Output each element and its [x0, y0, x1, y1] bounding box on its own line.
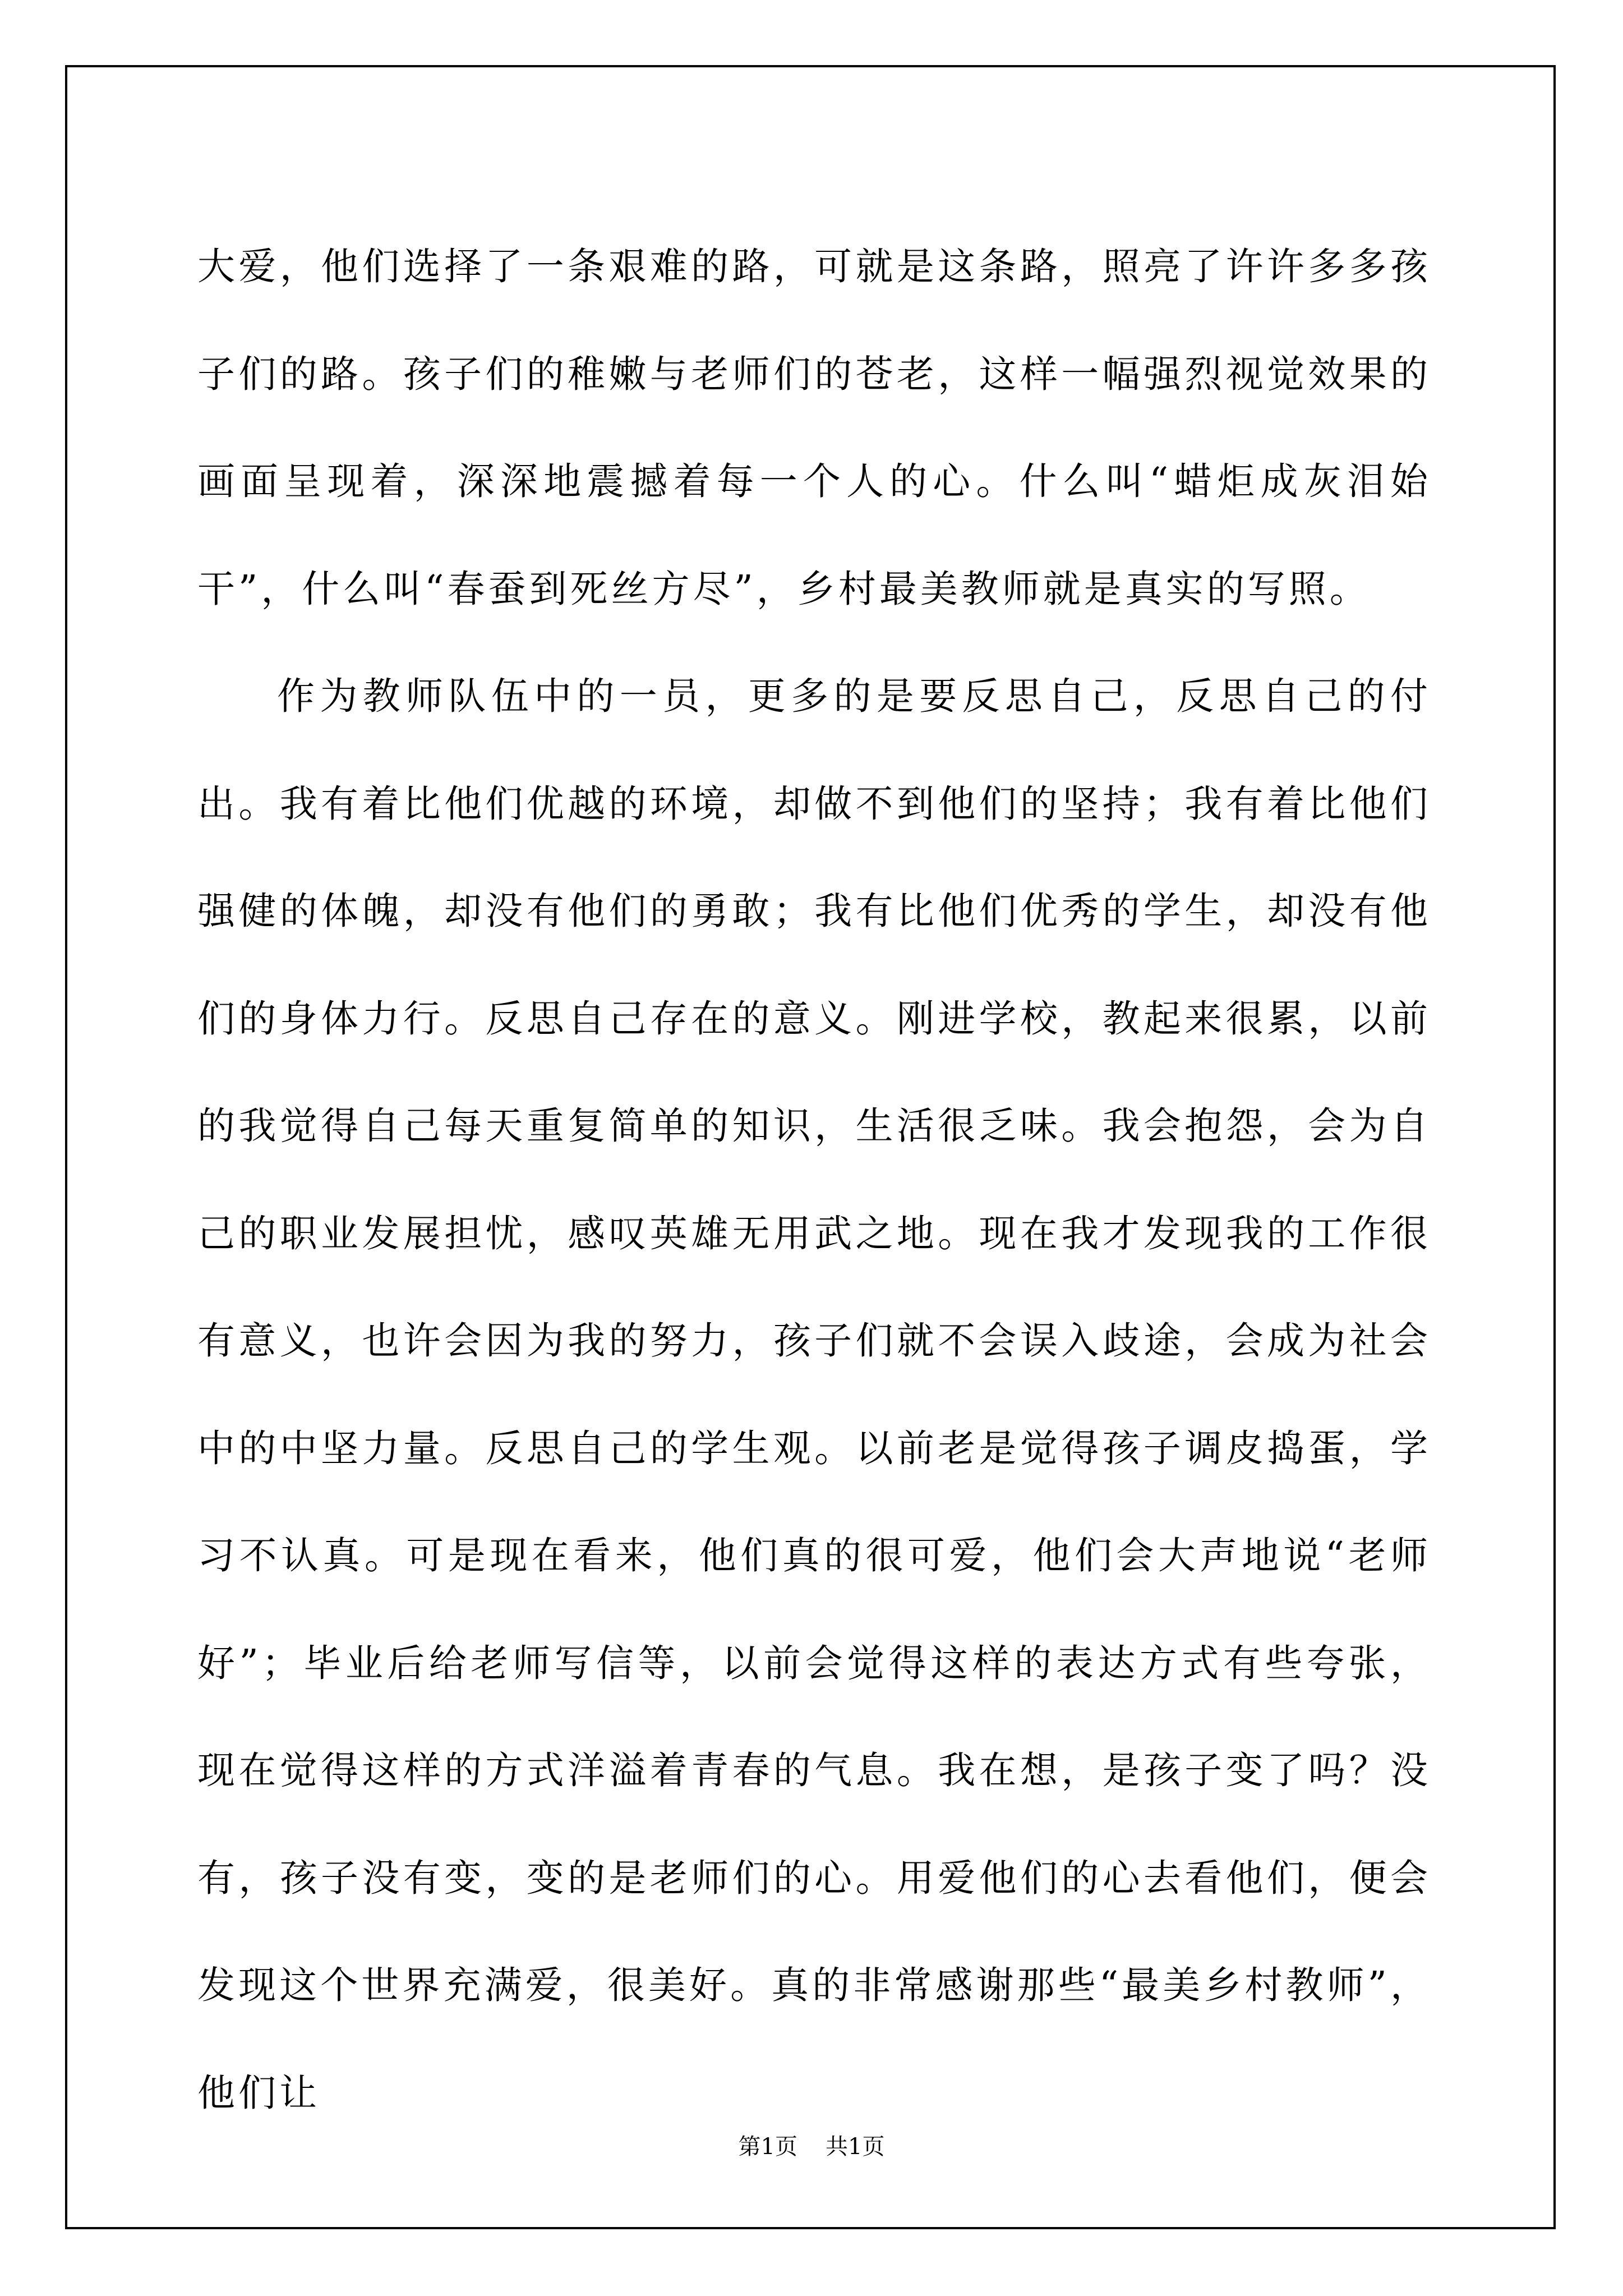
- page-total: 共1页: [826, 2134, 885, 2160]
- paragraph: 作为教师队伍中的一员，更多的是要反思自己，反思自己的付出。我有着比他们优越的环境，却做不到他们的坚持；我有着比他们强健的体魄，却没有他们的勇敢；我有比他们优秀的学生，却没有他们的身体力行。反思自己存在的意义。刚进学校，教起来很累，以前的我觉得自己每天重复简单的知识，生活很乏味。我会抱怨，会为自己的职业发展担忧，感叹英雄无用武之地。现在我才发现我的工作很有意义，也许会因为我的努力，孩子们就不会误入歧途，会成为社会中的中坚力量。反思自己的学生观。以前老是觉得孩子调皮捣蛋，学习不认真。可是现在看来，他们真的很可爱，他们会大声地说“老师好”；毕业后给老师写信等，以前会觉得这样的表达方式有些夸张，现在觉得这样的方式洋溢着青春的气息。我在想，是孩子变了吗？没有，孩子没有变，变的是老师们的心。用爱他们的心去看他们，便会发现这个世界充满爱，很美好。真的非常感谢那些“最美乡村教师”，他们让: [197, 674, 1431, 2115]
- page-footer: [0, 2129, 1623, 2161]
- page-number: 第1页: [738, 2134, 797, 2160]
- document-body: [197, 213, 1431, 2147]
- paragraph: 大爱，他们选择了一条艰难的路，可就是这条路，照亮了许许多多孩子们的路。孩子们的稚嫩与老师们的苍老，这样一幅强烈视觉效果的画面呈现着，深深地震撼着每一个人的心。什么叫“蜡炬成灰泪始干”，什么叫“春蚕到死丝方尽”，乡村最美教师就是真实的写照。: [197, 245, 1431, 611]
